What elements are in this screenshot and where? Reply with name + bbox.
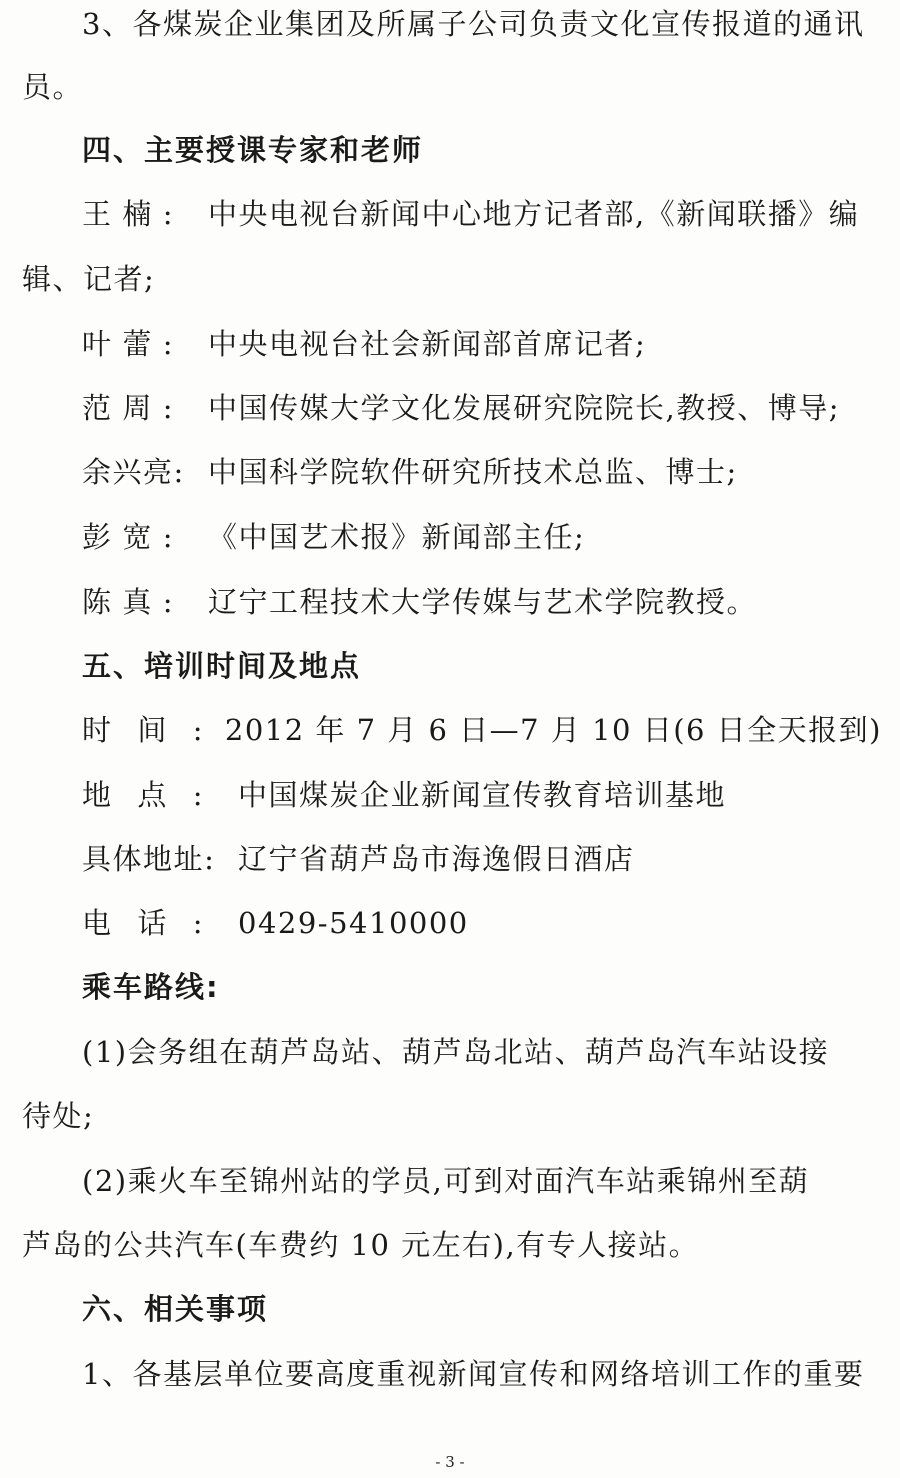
expert-name-5 bbox=[82, 513, 208, 561]
expert-desc-4: 中国科学院软件研究所技术总监、博士; bbox=[208, 455, 738, 489]
detail-label-phone bbox=[82, 899, 238, 947]
detail-label-place-text bbox=[82, 771, 204, 819]
expert-row-6 bbox=[82, 578, 882, 626]
detail-label-address bbox=[82, 835, 238, 883]
label-char: 电 bbox=[82, 906, 113, 940]
label-char: 地 bbox=[82, 778, 113, 812]
expert-name-5-text bbox=[82, 513, 174, 561]
label-char: : bbox=[162, 585, 174, 619]
section5-heading: 五、培训时间及地点 bbox=[82, 649, 362, 683]
detail-value-place: 中国煤炭企业新闻宣传教育培训基地 bbox=[238, 778, 727, 812]
label-char: 彭 bbox=[82, 520, 113, 554]
label-char: 宽 bbox=[122, 520, 153, 554]
expert-name-2-text bbox=[82, 320, 174, 368]
label-char: 陈 bbox=[82, 585, 113, 619]
label-char: : bbox=[162, 520, 174, 554]
route-heading: 乘车路线: bbox=[82, 970, 220, 1004]
label-char: 蕾 bbox=[122, 327, 153, 361]
expert-name-6-text bbox=[82, 578, 174, 626]
expert-row-1 bbox=[82, 190, 882, 238]
label-char: 范 bbox=[82, 391, 113, 425]
route1-line2: 待处; bbox=[22, 1099, 95, 1133]
item1-line1 bbox=[82, 1350, 882, 1398]
label-char: 点 bbox=[137, 778, 168, 812]
expert-name-2 bbox=[82, 320, 208, 368]
label-char: : bbox=[204, 842, 216, 876]
section6-heading: 六、相关事项 bbox=[82, 1292, 269, 1326]
detail-row-place bbox=[82, 771, 882, 819]
detail-label-phone-text bbox=[82, 899, 204, 947]
expert-name-1 bbox=[82, 190, 208, 238]
item3-line2: 员。 bbox=[22, 70, 84, 104]
label-char: 周 bbox=[122, 391, 153, 425]
detail-label-address-text bbox=[82, 835, 216, 883]
detail-value-time: 2012 年 7 月 6 日—7 月 10 日(6 日全天报到) bbox=[224, 713, 882, 747]
label-char: 余 bbox=[82, 455, 113, 489]
route1-line1 bbox=[82, 1028, 882, 1076]
expert-row-2 bbox=[82, 320, 882, 368]
detail-row-time bbox=[82, 706, 882, 754]
expert-desc-3: 中国传媒大学文化发展研究院院长,教授、博导; bbox=[208, 391, 840, 425]
route1-line1-text: (1)会务组在葫芦岛站、葫芦岛北站、葫芦岛汽车站设接 bbox=[82, 1035, 830, 1069]
detail-label-time-text bbox=[82, 706, 204, 754]
route2-line1-text: (2)乘火车至锦州站的学员,可到对面汽车站乘锦州至葫 bbox=[82, 1164, 810, 1198]
expert-row-4 bbox=[82, 448, 882, 496]
expert-desc-1-cont: 辑、记者; bbox=[22, 262, 156, 296]
label-char: 兴 bbox=[112, 455, 144, 489]
expert-desc-6: 辽宁工程技术大学传媒与艺术学院教授。 bbox=[208, 585, 758, 619]
expert-desc-1: 中央电视台新闻中心地方记者部,《新闻联播》编 bbox=[208, 197, 860, 231]
section4-heading: 四、主要授课专家和老师 bbox=[82, 133, 424, 167]
detail-row-phone bbox=[82, 899, 882, 947]
route2-line1 bbox=[82, 1157, 882, 1205]
expert-name-6 bbox=[82, 578, 208, 626]
label-char: 体 bbox=[112, 842, 144, 876]
expert-name-3 bbox=[82, 384, 208, 432]
page-number: - 3 - bbox=[435, 1453, 465, 1471]
label-char: 址 bbox=[173, 842, 205, 876]
detail-label-place bbox=[82, 771, 238, 819]
label-char: 地 bbox=[143, 842, 174, 876]
label-char: 具 bbox=[82, 842, 113, 876]
detail-value-phone: 0429-5410000 bbox=[238, 906, 469, 940]
expert-name-4-text bbox=[82, 448, 185, 496]
label-char: : bbox=[192, 713, 204, 747]
expert-name-4 bbox=[82, 448, 208, 496]
expert-desc-5: 《中国艺术报》新闻部主任; bbox=[208, 520, 586, 554]
label-char: 时 bbox=[82, 713, 113, 747]
detail-row-address bbox=[82, 835, 882, 883]
expert-row-3 bbox=[82, 384, 882, 432]
expert-name-1-text bbox=[82, 190, 174, 238]
label-char: 亮 bbox=[143, 455, 174, 489]
label-char: 叶 bbox=[82, 327, 113, 361]
detail-label-time bbox=[82, 706, 225, 754]
label-char: : bbox=[192, 906, 204, 940]
label-char: : bbox=[162, 391, 174, 425]
item3-line1 bbox=[82, 0, 882, 48]
expert-desc-2: 中央电视台社会新闻部首席记者; bbox=[208, 327, 647, 361]
label-char: 话 bbox=[137, 906, 168, 940]
item3-line1-text: 3、各煤炭企业集团及所属子公司负责文化宣传报道的通讯 bbox=[82, 7, 865, 41]
label-char: : bbox=[192, 778, 204, 812]
item1-line1-text: 1、各基层单位要高度重视新闻宣传和网络培训工作的重要 bbox=[82, 1357, 865, 1391]
label-char: : bbox=[162, 197, 174, 231]
label-char: 王 bbox=[82, 197, 113, 231]
route2-line2: 芦岛的公共汽车(车费约 10 元左右),有专人接站。 bbox=[22, 1228, 700, 1262]
detail-value-address: 辽宁省葫芦岛市海逸假日酒店 bbox=[238, 842, 635, 876]
label-char: 楠 bbox=[122, 197, 153, 231]
expert-row-5 bbox=[82, 513, 882, 561]
label-char: : bbox=[162, 327, 174, 361]
label-char: 间 bbox=[137, 713, 168, 747]
expert-name-3-text bbox=[82, 384, 174, 432]
label-char: : bbox=[173, 455, 185, 489]
label-char: 真 bbox=[122, 585, 153, 619]
